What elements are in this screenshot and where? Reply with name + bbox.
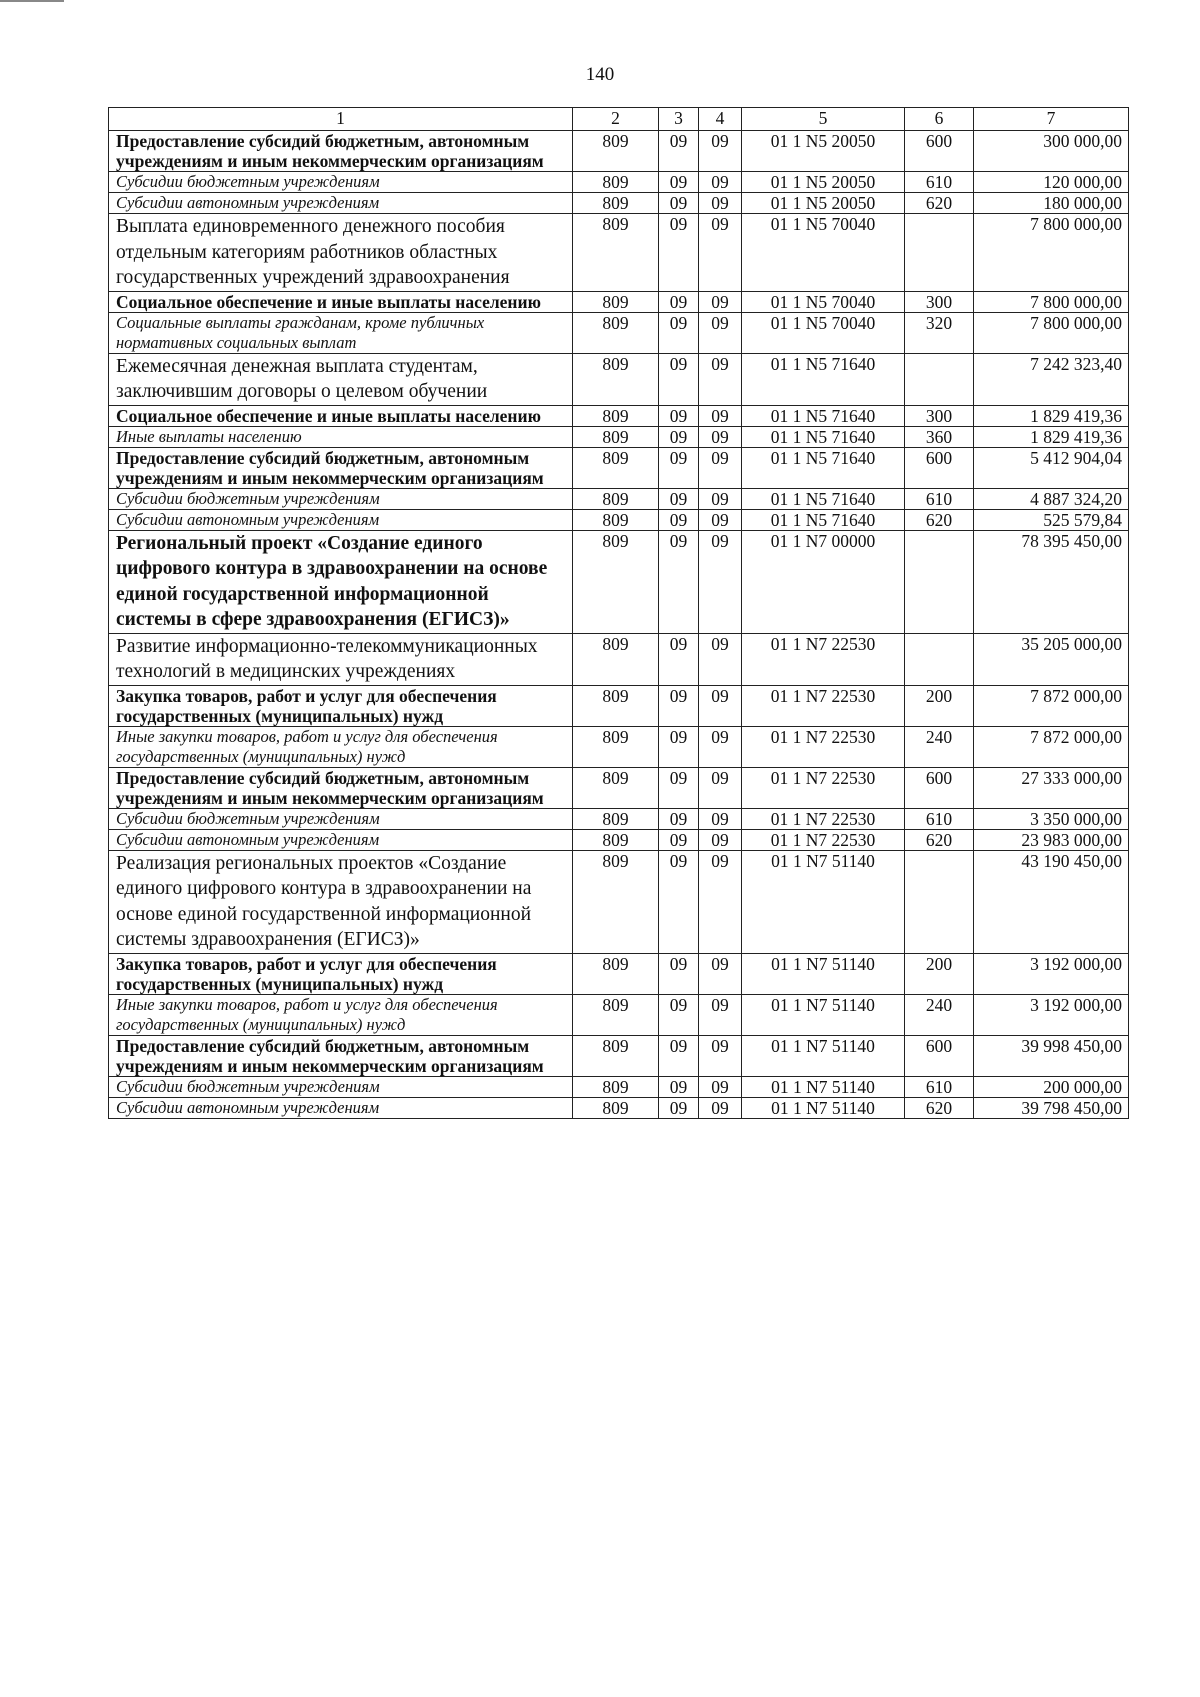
subsection-code-cell: 09 (699, 685, 742, 726)
expense-name-cell: Социальное обеспечение и иные выплаты населению (109, 405, 573, 426)
subsection-code-cell: 09 (699, 291, 742, 312)
target-article-cell: 01 1 N7 51140 (742, 1076, 905, 1097)
table-row (109, 1076, 1129, 1097)
expense-name-cell: Предоставление субсидий бюджетным, автономным учреждениям и иным некоммерческим организациям (109, 1035, 573, 1076)
expense-name-cell: Предоставление субсидий бюджетным, автономным учреждениям и иным некоммерческим организациям (109, 131, 573, 172)
table-row (109, 685, 1129, 726)
expense-name-cell: Субсидии бюджетным учреждениям (109, 172, 573, 193)
amount-cell: 39 998 450,00 (974, 1035, 1129, 1076)
subsection-code-cell: 09 (699, 829, 742, 850)
table-row (109, 488, 1129, 509)
table-row (109, 994, 1129, 1035)
subsection-code-cell: 09 (699, 312, 742, 353)
subsection-code-cell: 09 (699, 808, 742, 829)
table-row (109, 447, 1129, 488)
expense-name-cell: Субсидии бюджетным учреждениям (109, 808, 573, 829)
column-header: 1 (109, 108, 573, 131)
amount-cell: 525 579,84 (974, 509, 1129, 530)
expense-type-cell: 200 (905, 953, 974, 994)
target-article-cell: 01 1 N5 20050 (742, 193, 905, 214)
section-code-cell: 09 (659, 214, 699, 292)
expense-name-cell: Субсидии автономным учреждениям (109, 509, 573, 530)
ministry-code-cell: 809 (573, 353, 659, 405)
amount-cell: 300 000,00 (974, 131, 1129, 172)
ministry-code-cell: 809 (573, 850, 659, 953)
amount-cell: 7 872 000,00 (974, 726, 1129, 767)
table-row (109, 1097, 1129, 1118)
expense-name-cell: Иные закупки товаров, работ и услуг для обеспечения государственных (муниципальных) нужд (109, 726, 573, 767)
expense-type-cell: 620 (905, 193, 974, 214)
expense-name-cell: Социальное обеспечение и иные выплаты населению (109, 291, 573, 312)
subsection-code-cell: 09 (699, 633, 742, 685)
section-code-cell: 09 (659, 808, 699, 829)
table-row (109, 808, 1129, 829)
amount-cell: 3 192 000,00 (974, 994, 1129, 1035)
target-article-cell: 01 1 N7 51140 (742, 1035, 905, 1076)
subsection-code-cell: 09 (699, 426, 742, 447)
expense-name-cell: Социальные выплаты гражданам, кроме публичных нормативных социальных выплат (109, 312, 573, 353)
table-row (109, 405, 1129, 426)
column-header: 6 (905, 108, 974, 131)
column-header: 5 (742, 108, 905, 131)
target-article-cell: 01 1 N5 20050 (742, 131, 905, 172)
amount-cell: 7 800 000,00 (974, 214, 1129, 292)
expense-type-cell: 600 (905, 131, 974, 172)
expense-type-cell: 600 (905, 1035, 974, 1076)
target-article-cell: 01 1 N7 22530 (742, 633, 905, 685)
section-code-cell: 09 (659, 685, 699, 726)
ministry-code-cell: 809 (573, 488, 659, 509)
ministry-code-cell: 809 (573, 509, 659, 530)
expense-type-cell: 610 (905, 488, 974, 509)
table-row (109, 214, 1129, 292)
ministry-code-cell: 809 (573, 953, 659, 994)
amount-cell: 23 983 000,00 (974, 829, 1129, 850)
amount-cell: 180 000,00 (974, 193, 1129, 214)
target-article-cell: 01 1 N7 22530 (742, 829, 905, 850)
ministry-code-cell: 809 (573, 131, 659, 172)
table-row (109, 953, 1129, 994)
subsection-code-cell: 09 (699, 172, 742, 193)
table-row (109, 509, 1129, 530)
amount-cell: 43 190 450,00 (974, 850, 1129, 953)
expense-type-cell: 620 (905, 1097, 974, 1118)
subsection-code-cell: 09 (699, 193, 742, 214)
subsection-code-cell: 09 (699, 214, 742, 292)
page-number: 140 (585, 64, 615, 85)
amount-cell: 7 872 000,00 (974, 685, 1129, 726)
section-code-cell: 09 (659, 353, 699, 405)
subsection-code-cell: 09 (699, 509, 742, 530)
expense-type-cell: 610 (905, 172, 974, 193)
expense-name-cell: Развитие информационно-телекоммуникационных технологий в медицинских учреждениях (109, 633, 573, 685)
subsection-code-cell: 09 (699, 994, 742, 1035)
section-code-cell: 09 (659, 1097, 699, 1118)
ministry-code-cell: 809 (573, 1097, 659, 1118)
expense-name-cell: Предоставление субсидий бюджетным, автономным учреждениям и иным некоммерческим организациям (109, 447, 573, 488)
amount-cell: 7 800 000,00 (974, 312, 1129, 353)
table-row (109, 1035, 1129, 1076)
subsection-code-cell: 09 (699, 1097, 742, 1118)
section-code-cell: 09 (659, 488, 699, 509)
amount-cell: 7 242 323,40 (974, 353, 1129, 405)
expense-name-cell: Реализация региональных проектов «Создание единого цифрового контура в здравоохранении на основе единой государственной информационной системы здравоохранения (ЕГИСЗ)» (109, 850, 573, 953)
target-article-cell: 01 1 N5 70040 (742, 214, 905, 292)
expense-type-cell (905, 214, 974, 292)
expense-name-cell: Субсидии автономным учреждениям (109, 829, 573, 850)
section-code-cell: 09 (659, 994, 699, 1035)
expense-name-cell: Региональный проект «Создание единого цифрового контура в здравоохранении на основе единой государственной информационной системы в сфере здравоохранения (ЕГИСЗ)» (109, 530, 573, 633)
section-code-cell: 09 (659, 509, 699, 530)
subsection-code-cell: 09 (699, 353, 742, 405)
section-code-cell: 09 (659, 850, 699, 953)
table-row (109, 193, 1129, 214)
column-header: 4 (699, 108, 742, 131)
subsection-code-cell: 09 (699, 131, 742, 172)
amount-cell: 1 829 419,36 (974, 426, 1129, 447)
section-code-cell: 09 (659, 953, 699, 994)
ministry-code-cell: 809 (573, 633, 659, 685)
target-article-cell: 01 1 N5 20050 (742, 172, 905, 193)
column-header: 2 (573, 108, 659, 131)
target-article-cell: 01 1 N5 71640 (742, 426, 905, 447)
table-row (109, 131, 1129, 172)
expense-name-cell: Субсидии бюджетным учреждениям (109, 488, 573, 509)
target-article-cell: 01 1 N7 51140 (742, 953, 905, 994)
target-article-cell: 01 1 N7 22530 (742, 726, 905, 767)
amount-cell: 120 000,00 (974, 172, 1129, 193)
column-header: 7 (974, 108, 1129, 131)
ministry-code-cell: 809 (573, 426, 659, 447)
section-code-cell: 09 (659, 767, 699, 808)
expense-type-cell (905, 633, 974, 685)
amount-cell: 1 829 419,36 (974, 405, 1129, 426)
table-row (109, 829, 1129, 850)
amount-cell: 7 800 000,00 (974, 291, 1129, 312)
ministry-code-cell: 809 (573, 685, 659, 726)
amount-cell: 3 192 000,00 (974, 953, 1129, 994)
subsection-code-cell: 09 (699, 1035, 742, 1076)
expense-name-cell: Предоставление субсидий бюджетным, автономным учреждениям и иным некоммерческим организациям (109, 767, 573, 808)
subsection-code-cell: 09 (699, 488, 742, 509)
table-row (109, 353, 1129, 405)
expense-type-cell: 320 (905, 312, 974, 353)
section-code-cell: 09 (659, 447, 699, 488)
table-row (109, 172, 1129, 193)
amount-cell: 35 205 000,00 (974, 633, 1129, 685)
expense-name-cell: Субсидии автономным учреждениям (109, 1097, 573, 1118)
section-code-cell: 09 (659, 633, 699, 685)
table-row (109, 312, 1129, 353)
budget-table (108, 107, 1129, 1119)
expense-name-cell: Иные закупки товаров, работ и услуг для обеспечения государственных (муниципальных) нужд (109, 994, 573, 1035)
target-article-cell: 01 1 N5 70040 (742, 312, 905, 353)
expense-type-cell: 600 (905, 447, 974, 488)
expense-type-cell: 240 (905, 726, 974, 767)
expense-type-cell: 300 (905, 291, 974, 312)
subsection-code-cell: 09 (699, 850, 742, 953)
subsection-code-cell: 09 (699, 530, 742, 633)
table-row (109, 530, 1129, 633)
amount-cell: 5 412 904,04 (974, 447, 1129, 488)
expense-type-cell: 610 (905, 1076, 974, 1097)
table-body (109, 131, 1129, 1119)
expense-name-cell: Выплата единовременного денежного пособия отдельным категориям работников областных государственных учреждений здравоохранения (109, 214, 573, 292)
section-code-cell: 09 (659, 726, 699, 767)
ministry-code-cell: 809 (573, 172, 659, 193)
target-article-cell: 01 1 N5 71640 (742, 353, 905, 405)
section-code-cell: 09 (659, 193, 699, 214)
ministry-code-cell: 809 (573, 1076, 659, 1097)
section-code-cell: 09 (659, 1076, 699, 1097)
column-header: 3 (659, 108, 699, 131)
expense-name-cell: Субсидии бюджетным учреждениям (109, 1076, 573, 1097)
ministry-code-cell: 809 (573, 1035, 659, 1076)
ministry-code-cell: 809 (573, 808, 659, 829)
ministry-code-cell: 809 (573, 530, 659, 633)
expense-type-cell: 620 (905, 829, 974, 850)
section-code-cell: 09 (659, 1035, 699, 1076)
scan-edge-mark (0, 0, 64, 2)
target-article-cell: 01 1 N7 00000 (742, 530, 905, 633)
ministry-code-cell: 809 (573, 767, 659, 808)
expense-type-cell: 240 (905, 994, 974, 1035)
expense-name-cell: Ежемесячная денежная выплата студентам, заключившим договоры о целевом обучении (109, 353, 573, 405)
target-article-cell: 01 1 N5 71640 (742, 509, 905, 530)
subsection-code-cell: 09 (699, 1076, 742, 1097)
subsection-code-cell: 09 (699, 726, 742, 767)
target-article-cell: 01 1 N5 71640 (742, 488, 905, 509)
amount-cell: 78 395 450,00 (974, 530, 1129, 633)
target-article-cell: 01 1 N7 51140 (742, 1097, 905, 1118)
ministry-code-cell: 809 (573, 291, 659, 312)
ministry-code-cell: 809 (573, 312, 659, 353)
expense-type-cell: 300 (905, 405, 974, 426)
expense-name-cell: Закупка товаров, работ и услуг для обеспечения государственных (муниципальных) нужд (109, 953, 573, 994)
expense-type-cell: 200 (905, 685, 974, 726)
expense-type-cell: 610 (905, 808, 974, 829)
expense-name-cell: Субсидии автономным учреждениям (109, 193, 573, 214)
ministry-code-cell: 809 (573, 405, 659, 426)
section-code-cell: 09 (659, 426, 699, 447)
table-header-row (109, 108, 1129, 131)
table-row (109, 426, 1129, 447)
expense-type-cell: 600 (905, 767, 974, 808)
ministry-code-cell: 809 (573, 726, 659, 767)
ministry-code-cell: 809 (573, 829, 659, 850)
amount-cell: 27 333 000,00 (974, 767, 1129, 808)
table-row (109, 726, 1129, 767)
subsection-code-cell: 09 (699, 767, 742, 808)
target-article-cell: 01 1 N5 71640 (742, 405, 905, 426)
table-row (109, 291, 1129, 312)
section-code-cell: 09 (659, 530, 699, 633)
target-article-cell: 01 1 N7 51140 (742, 850, 905, 953)
target-article-cell: 01 1 N7 22530 (742, 685, 905, 726)
section-code-cell: 09 (659, 172, 699, 193)
ministry-code-cell: 809 (573, 214, 659, 292)
subsection-code-cell: 09 (699, 405, 742, 426)
section-code-cell: 09 (659, 291, 699, 312)
expense-type-cell: 360 (905, 426, 974, 447)
section-code-cell: 09 (659, 405, 699, 426)
expense-type-cell (905, 353, 974, 405)
expense-type-cell: 620 (905, 509, 974, 530)
subsection-code-cell: 09 (699, 953, 742, 994)
section-code-cell: 09 (659, 131, 699, 172)
amount-cell: 200 000,00 (974, 1076, 1129, 1097)
amount-cell: 4 887 324,20 (974, 488, 1129, 509)
amount-cell: 3 350 000,00 (974, 808, 1129, 829)
target-article-cell: 01 1 N5 70040 (742, 291, 905, 312)
section-code-cell: 09 (659, 829, 699, 850)
section-code-cell: 09 (659, 312, 699, 353)
subsection-code-cell: 09 (699, 447, 742, 488)
expense-type-cell (905, 850, 974, 953)
target-article-cell: 01 1 N7 51140 (742, 994, 905, 1035)
expense-type-cell (905, 530, 974, 633)
table-row (109, 850, 1129, 953)
target-article-cell: 01 1 N7 22530 (742, 808, 905, 829)
ministry-code-cell: 809 (573, 994, 659, 1035)
target-article-cell: 01 1 N5 71640 (742, 447, 905, 488)
amount-cell: 39 798 450,00 (974, 1097, 1129, 1118)
target-article-cell: 01 1 N7 22530 (742, 767, 905, 808)
expense-name-cell: Иные выплаты населению (109, 426, 573, 447)
table-row (109, 767, 1129, 808)
table-row (109, 633, 1129, 685)
ministry-code-cell: 809 (573, 447, 659, 488)
expense-name-cell: Закупка товаров, работ и услуг для обеспечения государственных (муниципальных) нужд (109, 685, 573, 726)
ministry-code-cell: 809 (573, 193, 659, 214)
